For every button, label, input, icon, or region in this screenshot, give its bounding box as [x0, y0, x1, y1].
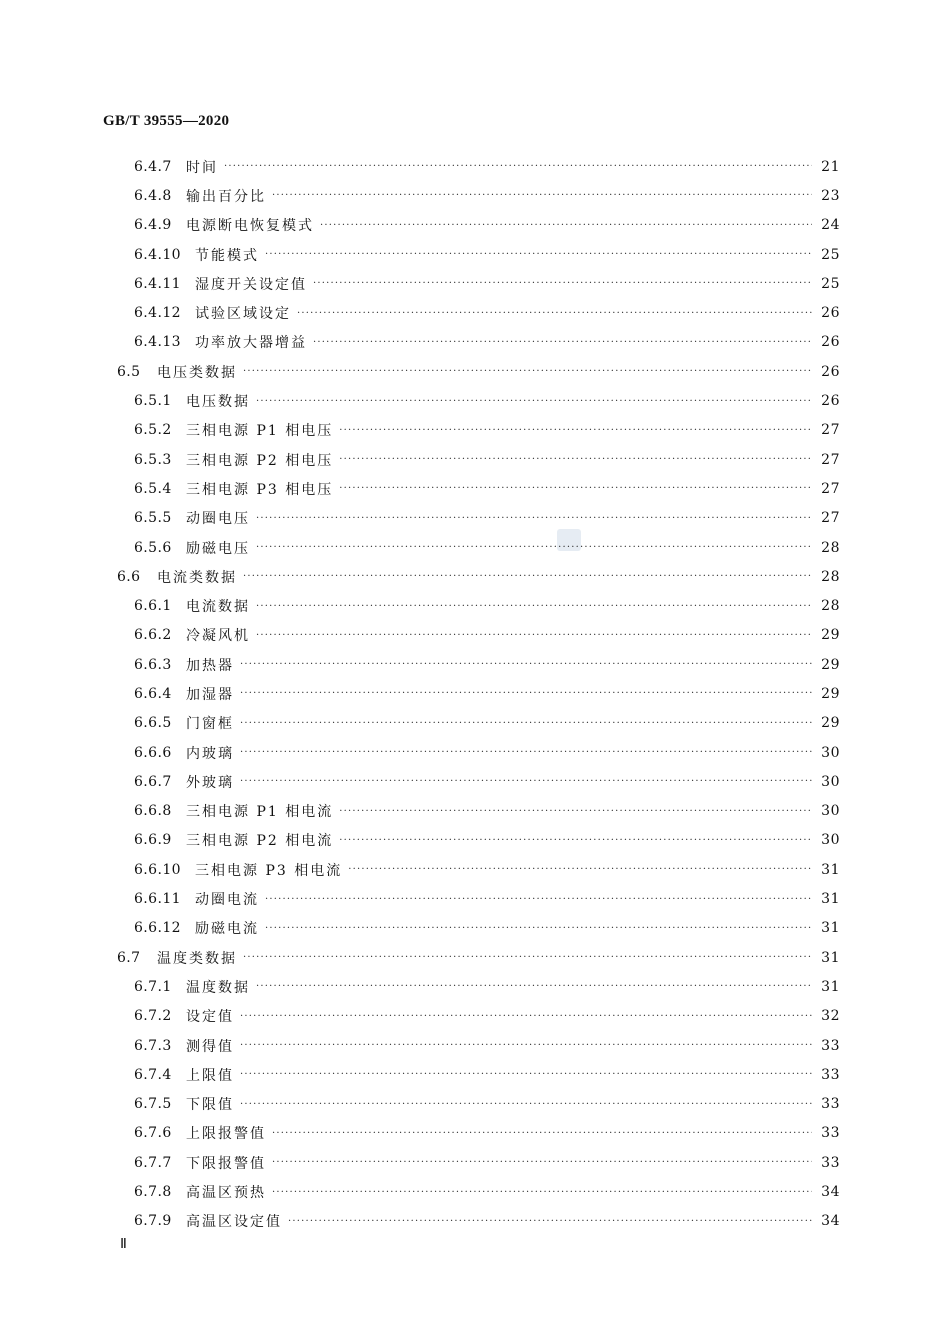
dot-leader: [339, 454, 812, 465]
toc-entry-title: 三相电源 P2 相电流: [186, 833, 334, 850]
toc-entry-page: 27: [821, 480, 840, 497]
dot-leader: [348, 864, 812, 875]
toc-entry-number: 6.6: [117, 568, 141, 585]
dot-leader: [256, 981, 812, 992]
toc-entry-number: 6.6.12: [134, 920, 181, 937]
toc-entry-title: 励磁电流: [195, 921, 259, 938]
toc-entry-page: 29: [821, 627, 840, 644]
toc-entry-page: 27: [821, 510, 840, 527]
toc-entry-title: 温度类数据: [157, 950, 237, 967]
toc-entry-page: 26: [821, 393, 840, 410]
dot-leader: [256, 513, 812, 524]
dot-leader: [265, 894, 812, 905]
toc-entry-page: 33: [821, 1154, 840, 1171]
toc-entry-title: 外玻璃: [186, 774, 234, 791]
toc-entry[interactable]: [100, 797, 840, 826]
dot-leader: [339, 806, 812, 817]
dot-leader: [272, 1157, 812, 1168]
toc-entry[interactable]: [100, 591, 840, 620]
dot-leader: [265, 249, 812, 260]
toc-entry-number: 6.4.9: [134, 217, 172, 234]
toc-entry[interactable]: [100, 1060, 840, 1089]
toc-entry[interactable]: [100, 621, 840, 650]
toc-entry-title: 上限报警值: [186, 1126, 266, 1143]
toc-entry-page: 29: [821, 656, 840, 673]
toc-entry[interactable]: [100, 1002, 840, 1031]
table-of-contents: [100, 152, 840, 1236]
toc-entry[interactable]: [100, 211, 840, 240]
toc-entry-number: 6.5.2: [134, 422, 172, 439]
toc-entry[interactable]: [100, 1207, 840, 1236]
toc-entry-number: 6.7.2: [134, 1008, 172, 1025]
toc-entry-number: 6.5.6: [134, 539, 172, 556]
dot-leader: [339, 483, 812, 494]
toc-entry-page: 30: [821, 744, 840, 761]
toc-entry[interactable]: [100, 1090, 840, 1119]
toc-entry-number: 6.5.1: [134, 393, 172, 410]
toc-entry-number: 6.7.7: [134, 1154, 172, 1171]
dot-leader: [256, 630, 812, 641]
dot-leader: [313, 337, 812, 348]
toc-entry[interactable]: [100, 298, 840, 327]
dot-leader: [240, 659, 812, 670]
toc-entry-number: 6.6.8: [134, 803, 172, 820]
toc-entry-number: 6.6.7: [134, 773, 172, 790]
toc-entry-title: 内玻璃: [186, 745, 234, 762]
toc-entry-title: 节能模式: [195, 247, 259, 264]
toc-entry-page: 30: [821, 803, 840, 820]
toc-entry[interactable]: [100, 181, 840, 210]
dot-leader: [240, 747, 812, 758]
toc-entry-page: 28: [821, 598, 840, 615]
toc-entry-number: 6.5.5: [134, 510, 172, 527]
toc-entry-title: 温度数据: [186, 979, 250, 996]
dot-leader: [339, 425, 812, 436]
toc-entry-number: 6.7.5: [134, 1096, 172, 1113]
toc-entry-title: 设定值: [186, 1009, 234, 1026]
toc-entry-page: 26: [821, 363, 840, 380]
toc-entry-page: 26: [821, 334, 840, 351]
dot-leader: [240, 688, 812, 699]
dot-leader: [313, 278, 812, 289]
toc-entry-page: 31: [821, 949, 840, 966]
toc-entry-title: 电流类数据: [157, 569, 237, 586]
toc-entry-title: 测得值: [186, 1038, 234, 1055]
toc-entry-page: 33: [821, 1066, 840, 1083]
toc-entry-title: 下限值: [186, 1097, 234, 1114]
toc-entry-number: 6.6.3: [134, 656, 172, 673]
toc-entry-page: 28: [821, 539, 840, 556]
toc-entry-title: 下限报警值: [186, 1155, 266, 1172]
toc-entry-title: 试验区域设定: [195, 306, 291, 323]
toc-entry[interactable]: [100, 416, 840, 445]
toc-entry-number: 6.4.11: [134, 275, 181, 292]
dot-leader: [240, 1040, 812, 1051]
toc-entry-page: 26: [821, 305, 840, 322]
toc-entry-number: 6.4.13: [134, 334, 181, 351]
toc-entry-number: 6.6.5: [134, 715, 172, 732]
toc-entry-page: 25: [821, 246, 840, 263]
toc-entry-title: 电压类数据: [157, 364, 237, 381]
toc-entry-page: 34: [821, 1184, 840, 1201]
toc-entry[interactable]: [100, 152, 840, 181]
toc-entry-number: 6.4.10: [134, 246, 181, 263]
toc-entry-number: 6.6.4: [134, 685, 172, 702]
dot-leader: [240, 718, 812, 729]
toc-entry[interactable]: [100, 1177, 840, 1206]
toc-entry-page: 24: [821, 217, 840, 234]
toc-entry[interactable]: [100, 1031, 840, 1060]
toc-entry-number: 6.5.4: [134, 480, 172, 497]
toc-entry-title: 动圈电压: [186, 511, 250, 528]
toc-entry-title: 高温区预热: [186, 1185, 266, 1202]
toc-entry-page: 31: [821, 891, 840, 908]
dot-leader: [256, 542, 812, 553]
dot-leader: [339, 835, 812, 846]
toc-entry[interactable]: [100, 533, 840, 562]
dot-leader: [272, 1187, 812, 1198]
toc-entry[interactable]: [100, 943, 840, 972]
toc-entry-title: 功率放大器增益: [195, 335, 307, 352]
toc-entry-page: 25: [821, 275, 840, 292]
toc-entry[interactable]: [100, 386, 840, 415]
toc-entry-title: 三相电源 P3 相电压: [186, 481, 334, 498]
standard-code: GB/T 39555—2020: [103, 113, 230, 129]
toc-entry[interactable]: [100, 738, 840, 767]
toc-entry-number: 6.6.6: [134, 744, 172, 761]
toc-entry[interactable]: [100, 972, 840, 1001]
toc-entry[interactable]: [100, 709, 840, 738]
toc-entry-number: 6.5: [117, 363, 141, 380]
toc-entry-page: 28: [821, 568, 840, 585]
toc-entry[interactable]: [100, 650, 840, 679]
toc-entry[interactable]: [100, 855, 840, 884]
toc-entry-number: 6.6.9: [134, 832, 172, 849]
toc-entry-title: 高温区设定值: [186, 1214, 282, 1231]
toc-entry[interactable]: [100, 826, 840, 855]
toc-entry-title: 湿度开关设定值: [195, 276, 307, 293]
toc-entry-page: 29: [821, 685, 840, 702]
toc-entry-title: 电源断电恢复模式: [186, 218, 314, 235]
toc-entry-number: 6.4.7: [134, 158, 172, 175]
toc-entry-page: 29: [821, 715, 840, 732]
dot-leader: [297, 308, 812, 319]
toc-entry-title: 门窗框: [186, 716, 234, 733]
toc-entry-page: 23: [821, 187, 840, 204]
toc-entry-number: 6.7.1: [134, 978, 172, 995]
toc-entry-number: 6.6.2: [134, 627, 172, 644]
toc-entry[interactable]: [100, 1119, 840, 1148]
toc-entry[interactable]: [100, 884, 840, 913]
toc-entry-page: 31: [821, 978, 840, 995]
toc-entry[interactable]: [100, 269, 840, 298]
toc-entry-number: 6.6.1: [134, 598, 172, 615]
toc-entry-number: 6.7.9: [134, 1213, 172, 1230]
toc-entry-page: 21: [821, 158, 840, 175]
toc-entry[interactable]: [100, 240, 840, 269]
toc-entry-title: 上限值: [186, 1067, 234, 1084]
toc-entry-page: 31: [821, 861, 840, 878]
toc-entry-number: 6.7: [117, 949, 141, 966]
toc-entry-title: 动圈电流: [195, 892, 259, 909]
toc-entry-number: 6.4.12: [134, 305, 181, 322]
toc-entry-page: 27: [821, 422, 840, 439]
toc-entry-title: 冷凝风机: [186, 628, 250, 645]
toc-entry-number: 6.6.10: [134, 861, 181, 878]
toc-entry-page: 32: [821, 1008, 840, 1025]
dot-leader: [243, 571, 812, 582]
toc-entry-title: 三相电源 P3 相电流: [195, 862, 343, 879]
page-number-roman: Ⅱ: [120, 1237, 127, 1252]
dot-leader: [256, 396, 812, 407]
toc-entry-page: 30: [821, 773, 840, 790]
toc-entry[interactable]: [100, 767, 840, 796]
toc-entry[interactable]: [100, 679, 840, 708]
dot-leader: [240, 776, 812, 787]
toc-entry[interactable]: [100, 357, 840, 386]
toc-entry-page: 30: [821, 832, 840, 849]
toc-entry[interactable]: [100, 504, 840, 533]
dot-leader: [240, 1011, 812, 1022]
toc-entry-title: 加热器: [186, 657, 234, 674]
toc-entry-number: 6.6.11: [134, 891, 181, 908]
toc-entry[interactable]: [100, 445, 840, 474]
toc-entry-page: 27: [821, 451, 840, 468]
toc-entry-page: 31: [821, 920, 840, 937]
toc-entry[interactable]: [100, 328, 840, 357]
toc-entry-page: 33: [821, 1096, 840, 1113]
dot-leader: [320, 220, 812, 231]
dot-leader: [243, 952, 812, 963]
toc-entry[interactable]: [100, 1148, 840, 1177]
toc-entry[interactable]: [100, 562, 840, 591]
toc-entry-title: 励磁电压: [186, 540, 250, 557]
toc-entry-number: 6.7.6: [134, 1125, 172, 1142]
toc-entry-number: 6.7.3: [134, 1037, 172, 1054]
dot-leader: [243, 366, 812, 377]
toc-entry-title: 加湿器: [186, 686, 234, 703]
dot-leader: [224, 161, 812, 172]
toc-entry-number: 6.7.4: [134, 1066, 172, 1083]
toc-entry-title: 电流数据: [186, 599, 250, 616]
toc-entry-title: 三相电源 P1 相电压: [186, 423, 334, 440]
toc-entry[interactable]: [100, 914, 840, 943]
dot-leader: [272, 190, 812, 201]
dot-leader: [256, 601, 812, 612]
dot-leader: [240, 1099, 812, 1110]
toc-entry-page: 33: [821, 1125, 840, 1142]
toc-entry-number: 6.5.3: [134, 451, 172, 468]
toc-entry-title: 时间: [186, 159, 218, 176]
toc-entry[interactable]: [100, 474, 840, 503]
dot-leader: [288, 1216, 812, 1227]
toc-entry-number: 6.4.8: [134, 187, 172, 204]
toc-entry-page: 33: [821, 1037, 840, 1054]
toc-entry-title: 三相电源 P2 相电压: [186, 452, 334, 469]
toc-entry-title: 电压数据: [186, 394, 250, 411]
toc-entry-number: 6.7.8: [134, 1184, 172, 1201]
toc-entry-title: 输出百分比: [186, 188, 266, 205]
toc-entry-page: 34: [821, 1213, 840, 1230]
dot-leader: [240, 1069, 812, 1080]
dot-leader: [272, 1128, 812, 1139]
toc-entry-title: 三相电源 P1 相电流: [186, 804, 334, 821]
dot-leader: [265, 923, 812, 934]
